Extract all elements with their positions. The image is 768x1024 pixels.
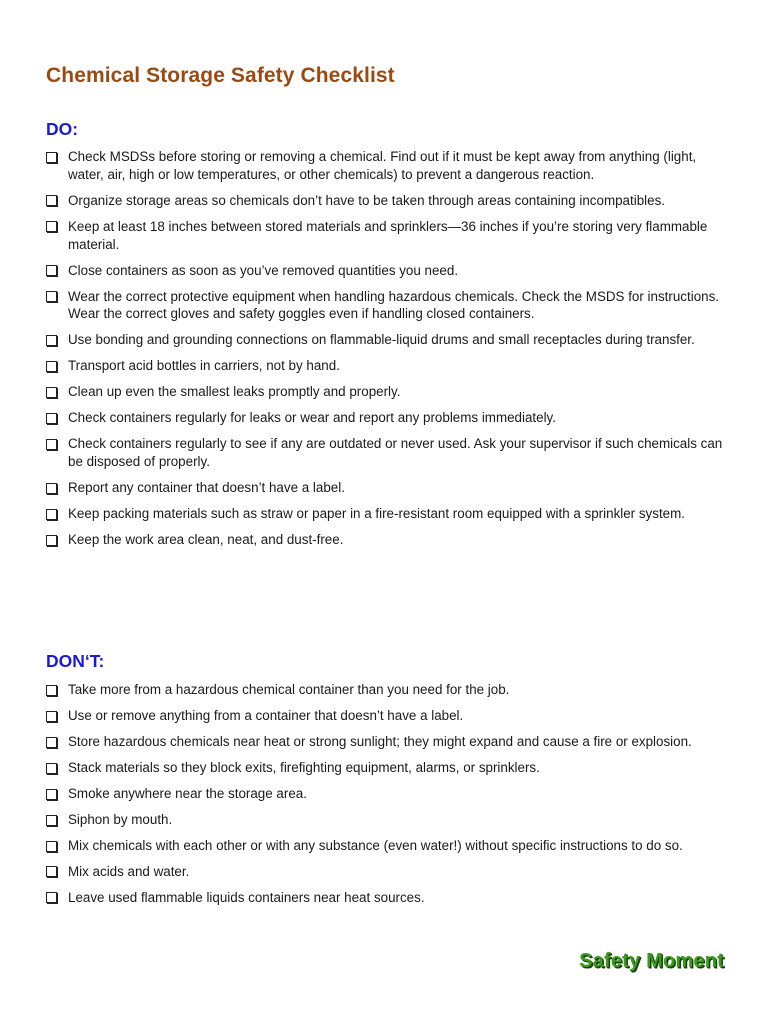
checklist-item-text: Check containers regularly to see if any are outdated or never used. Ask your supervisor if such chemicals can be disposed of properly. xyxy=(68,436,723,470)
dont-checklist-item xyxy=(46,733,726,751)
checkbox-icon xyxy=(46,265,57,276)
checklist-item-text: Transport acid bottles in carriers, not by hand. xyxy=(68,358,340,374)
checklist-item-text: Close containers as soon as you’ve removed quantities you need. xyxy=(68,262,459,278)
checkbox-icon xyxy=(46,763,57,774)
dont-checklist-item xyxy=(46,681,726,699)
do-checklist-item xyxy=(46,531,726,549)
checkbox-icon xyxy=(46,815,57,826)
do-checklist-item xyxy=(46,383,726,401)
checkbox-icon xyxy=(46,866,57,877)
checklist-item-text: Keep the work area clean, neat, and dust-free. xyxy=(68,532,344,547)
dont-checklist-item xyxy=(46,889,726,907)
dont-section-heading: DON‘T: xyxy=(46,651,105,671)
checkbox-icon xyxy=(46,387,57,398)
checkbox-icon xyxy=(46,737,57,748)
checklist-item-text: Check containers regularly for leaks or wear and report any problems immediately. xyxy=(68,410,556,426)
do-checklist-item xyxy=(46,409,726,427)
do-checklist xyxy=(46,148,726,557)
checklist-item-text: Siphon by mouth. xyxy=(68,811,173,827)
do-checklist-item xyxy=(46,192,726,210)
do-section-heading: DO: xyxy=(46,119,79,139)
do-checklist-item xyxy=(46,218,726,254)
checklist-item-text: Mix acids and water. xyxy=(68,863,190,879)
checklist-item-text: Organize storage areas so chemicals don’t have to be taken through areas containing incompatibles. xyxy=(68,192,665,208)
checklist-item-text: Keep packing materials such as straw or paper in a fire-resistant room equipped with a sprinkler system. xyxy=(68,506,685,522)
checklist-item-text: Check MSDSs before storing or removing a chemical. Find out if it must be kept away from anything (light, water, air, high or low temperatures, or other chemicals) to prevent a dangerous reaction. xyxy=(68,149,697,182)
checkbox-icon xyxy=(46,841,57,852)
dont-checklist-item xyxy=(46,785,726,803)
checklist-item-text: Take more from a hazardous chemical container than you need for the job. xyxy=(68,682,510,697)
do-checklist-item xyxy=(46,479,726,497)
dont-checklist-item xyxy=(46,811,726,829)
do-checklist-item xyxy=(46,262,726,280)
checkbox-icon xyxy=(46,439,57,450)
checkbox-icon xyxy=(46,483,57,494)
checkbox-icon xyxy=(46,221,57,232)
checkbox-icon xyxy=(46,195,57,206)
checklist-item-text: Leave used flammable liquids containers near heat sources. xyxy=(68,889,425,905)
checkbox-icon xyxy=(46,361,57,372)
checklist-item-text: Report any container that doesn’t have a label. xyxy=(68,480,345,496)
do-checklist-item xyxy=(46,505,726,523)
dont-checklist-item xyxy=(46,707,726,725)
checkbox-icon xyxy=(46,892,57,903)
checkbox-icon xyxy=(46,711,57,722)
checkbox-icon xyxy=(46,535,57,546)
checkbox-icon xyxy=(46,685,57,696)
safety-moment-logo: Safety Moment xyxy=(579,950,724,972)
checklist-item-text: Smoke anywhere near the storage area. xyxy=(68,785,307,801)
do-checklist-item xyxy=(46,331,726,349)
checklist-item-text: Stack materials so they block exits, firefighting equipment, alarms, or sprinklers. xyxy=(68,759,540,775)
do-checklist-item xyxy=(46,435,726,471)
page-title: Chemical Storage Safety Checklist xyxy=(46,64,395,87)
checklist-item-text: Use or remove anything from a container that doesn’t have a label. xyxy=(68,707,464,723)
checkbox-icon xyxy=(46,152,57,163)
checkbox-icon xyxy=(46,789,57,800)
dont-checklist-item xyxy=(46,837,726,855)
checkbox-icon xyxy=(46,291,57,302)
do-checklist-item xyxy=(46,357,726,375)
checklist-item-text: Store hazardous chemicals near heat or strong sunlight; they might expand and cause a fire or explosion. xyxy=(68,733,692,749)
checklist-item-text: Use bonding and grounding connections on flammable-liquid drums and small receptacles during transfer. xyxy=(68,332,695,348)
checklist-item-text: Keep at least 18 inches between stored materials and sprinklers—36 inches if you’re storing very flammable material. xyxy=(68,218,708,252)
checklist-item-text: Mix chemicals with each other or with any substance (even water!) without specific instructions to do so. xyxy=(68,837,683,853)
checkbox-icon xyxy=(46,509,57,520)
do-checklist-item xyxy=(46,148,726,184)
dont-checklist-item xyxy=(46,863,726,881)
dont-checklist xyxy=(46,681,726,915)
checklist-item-text: Wear the correct protective equipment when handling hazardous chemicals. Check the MSDS for instructions. Wear the correct gloves and safety goggles even if handling closed containers. xyxy=(68,288,720,322)
checkbox-icon xyxy=(46,335,57,346)
dont-checklist-item xyxy=(46,759,726,777)
checklist-item-text: Clean up even the smallest leaks promptly and properly. xyxy=(68,384,401,400)
do-checklist-item xyxy=(46,288,726,324)
checkbox-icon xyxy=(46,413,57,424)
